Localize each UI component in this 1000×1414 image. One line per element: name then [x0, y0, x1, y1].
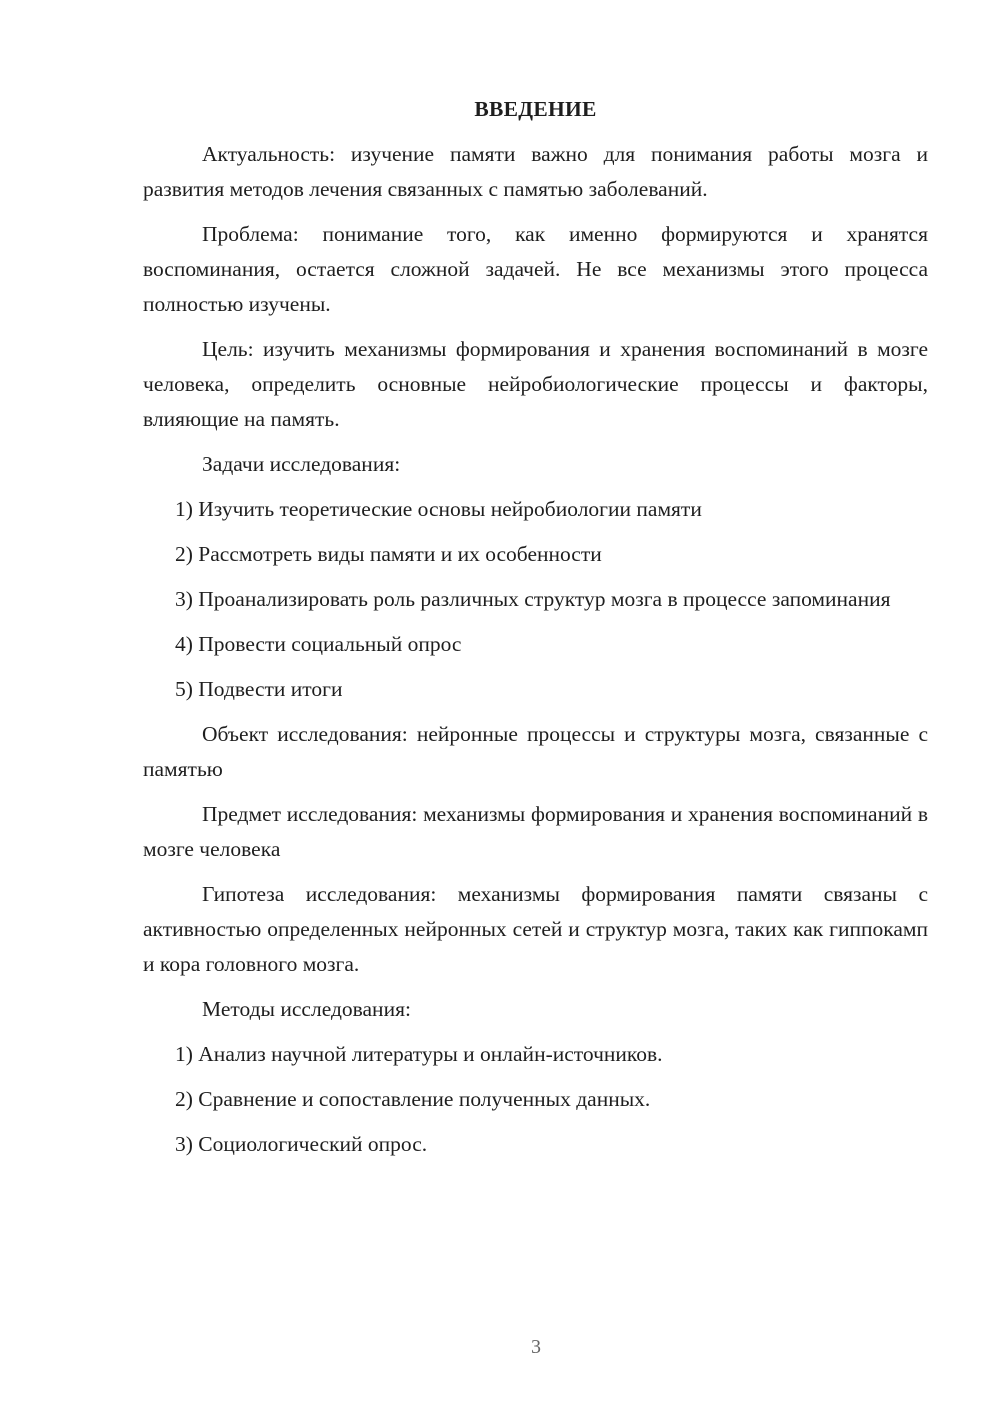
page-body — [143, 92, 928, 1172]
goal-paragraph: Цель: изучить механизмы формирования и хранения воспоминаний в мозге человека, определить основные нейробиологические процессы и факторы, влияющие на память. — [143, 337, 928, 431]
page-number: 3 — [531, 1336, 541, 1358]
method-item-3: 3) Социологический опрос. — [175, 1132, 428, 1156]
section-title: ВВЕДЕНИЕ — [474, 97, 597, 121]
relevance-paragraph: Актуальность: изучение памяти важно для понимания работы мозга и развития методов лечения связанных с памятью заболеваний. — [143, 142, 928, 201]
task-item-3: 3) Проанализировать роль различных структур мозга в процессе запоминания — [175, 587, 891, 611]
problem-paragraph: Проблема: понимание того, как именно формируются и хранятся воспоминания, остается сложной задачей. Не все механизмы этого процесса полностью изучены. — [143, 222, 928, 316]
task-item-5: 5) Подвести итоги — [175, 677, 343, 701]
method-item-1: 1) Анализ научной литературы и онлайн-источников. — [175, 1042, 663, 1066]
method-item-2: 2) Сравнение и сопоставление полученных данных. — [175, 1087, 651, 1111]
tasks-heading: Задачи исследования: — [202, 452, 401, 476]
object-paragraph: Объект исследования: нейронные процессы и структуры мозга, связанные с памятью — [143, 722, 928, 781]
subject-paragraph: Предмет исследования: механизмы формирования и хранения воспоминаний в мозге человека — [143, 802, 928, 861]
task-item-4: 4) Провести социальный опрос — [175, 632, 462, 656]
task-item-1: 1) Изучить теоретические основы нейробиологии памяти — [175, 497, 702, 521]
hypothesis-paragraph: Гипотеза исследования: механизмы формирования памяти связаны с активностью определенных нейронных сетей и структур мозга, таких как гиппокамп и кора головного мозга. — [143, 882, 928, 976]
methods-heading: Методы исследования: — [202, 997, 411, 1021]
task-item-2: 2) Рассмотреть виды памяти и их особенности — [175, 542, 602, 566]
